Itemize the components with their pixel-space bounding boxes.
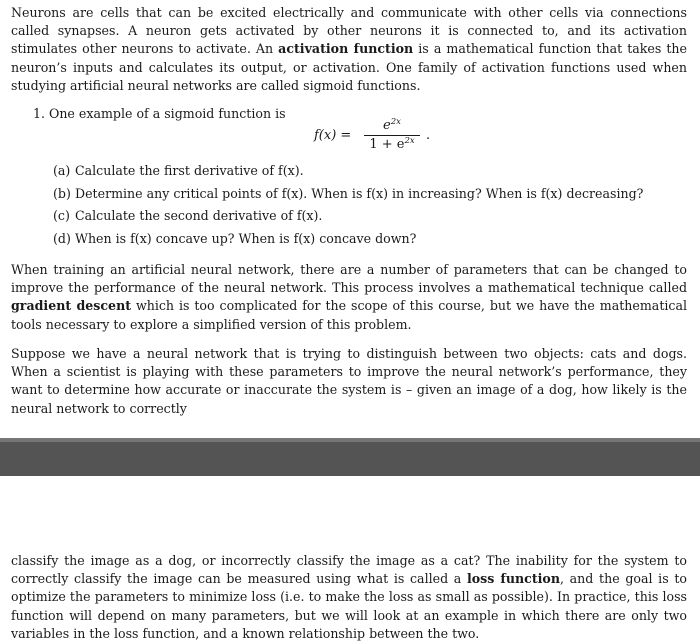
cats-dogs-paragraph: Suppose we have a neural network that is trying to distinguish between two objects: cats and dogs. When a scientist is playing with these parameters to improve the neural network’s performance, they want to determine how accurate or inaccurate the system is – given an image of a dog, how likely is the neural network to correctly: [11, 346, 687, 416]
formula-denominator: $1 + e^{2x}$: [369, 136, 415, 152]
term-gradient-descent: gradient descent: [11, 298, 132, 314]
subpart-text: When is f(x) concave up? When is f(x) concave down?: [75, 231, 417, 246]
loss-text-2: , and the goal is to optimize the parameters to minimize loss (i.e. to make the loss as small as possible). In practice, this loss function will depend on many parameters, but we will look at an example in which there are only two variables in the loss function, and a known relationship between the two.: [11, 571, 687, 641]
intro-paragraph: [11, 4, 687, 95]
term-activation-function: activation function: [278, 41, 414, 57]
gd-text-1: When training an artificial neural network, there are a number of parameters that can be changed to improve the performance of the neural network. This process involves a mathematical technique called: [11, 262, 687, 296]
subpart-d: [53, 231, 416, 246]
gradient-descent-paragraph: [11, 261, 687, 334]
subpart-a: [53, 163, 304, 178]
subpart-b: [53, 186, 643, 201]
subpart-label: (a): [53, 163, 71, 178]
subpart-label: (b): [53, 186, 71, 201]
loss-function-paragraph: [11, 552, 687, 643]
formula-period: .: [426, 128, 431, 143]
subpart-text: Determine any critical points of f(x). When is f(x) in increasing? When is f(x) decreasing?: [75, 186, 644, 201]
problem-lead-text: One example of a sigmoid function is: [49, 106, 286, 121]
formula-numerator: $e^{2x}$: [383, 117, 401, 133]
subpart-c: [53, 208, 322, 223]
gd-text-2: which is too complicated for the scope of this course, but we have the mathematical tools necessary to explore a simplified version of this problem.: [11, 298, 687, 332]
intro-text-2: is a mathematical function that takes the neuron’s inputs and calculates its output, or activation. One family of activation functions used when studying artificial neural networks are called sigmoid functions.: [11, 41, 687, 93]
subpart-label: (d): [53, 231, 71, 246]
subpart-label: (c): [53, 208, 70, 223]
page-break-highlight: [0, 438, 700, 442]
subpart-text: Calculate the first derivative of f(x).: [75, 163, 304, 178]
formula-lhs: f(x) =: [314, 128, 352, 143]
term-loss-function: loss function: [467, 571, 560, 587]
page-break-divider: [0, 438, 700, 476]
subpart-text: Calculate the second derivative of f(x).: [75, 208, 323, 223]
loss-text-1: classify the image as a dog, or incorrectly classify the image as a cat? The inability for the system to correctly classify the image can be measured using what is called a: [11, 553, 687, 587]
problem-number: 1.: [33, 106, 46, 121]
intro-text-1: Neurons are cells that can be excited electrically and communicate with other cells via connections called synapses. A neuron gets activated by other neurons it is connected to, and its activation stimulates other neurons to activate. An: [11, 5, 687, 57]
